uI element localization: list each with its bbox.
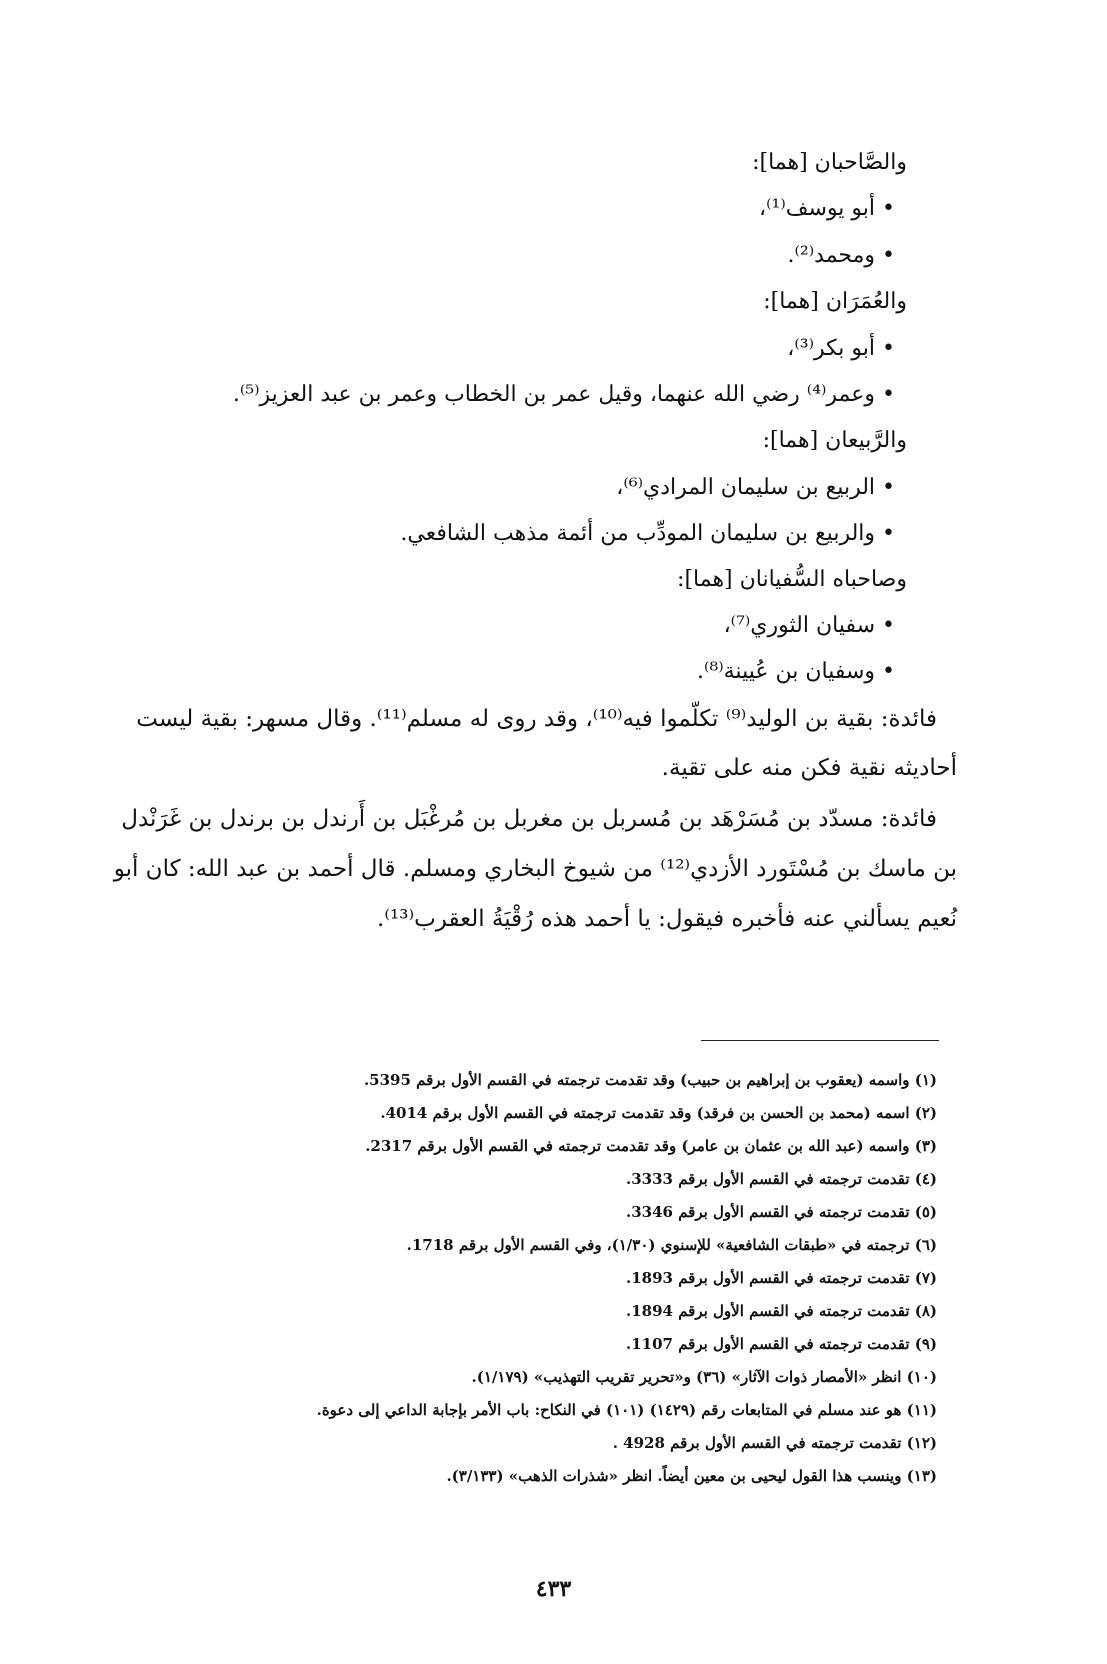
footnote-4: (٤) تقدمت ترجمته في القسم الأول برقم 3333.	[625, 1170, 937, 1188]
heading-umaran: والعُمَرَان [هما]:	[763, 289, 907, 314]
footnote-1: (١) واسمه (يعقوب بن إبراهيم بن حبيب) وقد تقدمت ترجمته في القسم الأول برقم 5395.	[363, 1071, 937, 1089]
list-item-sufyan-uyayna: • وسفيان بن عُيينة⁽⁸⁾.	[697, 659, 895, 684]
list-item-rabi-muaddib: • والربيع بن سليمان المودِّب من أئمة مذهب الشافعي.	[400, 521, 895, 546]
paragraph-fa-ida-1-line-1: فائدة: بقية بن الوليد⁽⁹⁾ تكلّموا فيه⁽¹⁰⁾، وقد روى له مسلم⁽¹¹⁾. وقال مسهر: بقية ليست	[136, 706, 937, 732]
paragraph-fa-ida-2-line-1: فائدة: مسدّد بن مُسَرْهَد بن مُسربل بن مغربل بن مُرغْبَل بن أَرندل بن برندل بن غَرَنْدل	[121, 806, 937, 832]
paragraph-fa-ida-2-line-3: نُعيم يسألني عنه فأخبره فيقول: يا أحمد هذه رُقْيَةُ العقرب⁽¹³⁾.	[377, 906, 957, 932]
footnote-2: (٢) اسمه (محمد بن الحسن بن فرقد) وقد تقدمت ترجمته في القسم الأول برقم 4014.	[380, 1104, 937, 1122]
footnote-12: (١٢) تقدمت ترجمته في القسم الأول برقم 4928 .	[612, 1434, 937, 1452]
footnote-separator	[701, 1040, 939, 1041]
list-item-muhammad: • ومحمد⁽²⁾.	[787, 243, 895, 268]
list-item-umar: • وعمر⁽⁴⁾ رضي الله عنهما، وقيل عمر بن الخطاب وعمر بن عبد العزيز⁽⁵⁾.	[232, 382, 895, 407]
footnote-6: (٦) ترجمته في «طبقات الشافعية» للإسنوي (١/٣٠)، وفي القسم الأول برقم 1718.	[406, 1236, 937, 1254]
footnote-10: (١٠) انظر «الأمصار ذوات الآثار» (٣٦) و«تحرير تقريب التهذيب» (١/١٧٩).	[471, 1368, 937, 1386]
footnote-13: (١٣) وينسب هذا القول ليحيى بن معين أيضاً. انظر «شذرات الذهب» (٣/١٣٣).	[446, 1467, 937, 1485]
paragraph-fa-ida-1-line-2: أحاديثه نقية فكن منه على تقية.	[661, 755, 957, 781]
footnote-7: (٧) تقدمت ترجمته في القسم الأول برقم 1893.	[625, 1269, 937, 1287]
page-number: ٤٣٣	[535, 1576, 572, 1602]
heading-rabian: والرَّبيعان [هما]:	[762, 428, 907, 453]
footnote-9: (٩) تقدمت ترجمته في القسم الأول برقم 1107.	[625, 1335, 937, 1353]
list-item-abu-yusuf: • أبو يوسف⁽¹⁾،	[758, 196, 895, 221]
paragraph-fa-ida-2-line-2: بن ماسك بن مُسْتَورد الأزدي⁽¹²⁾ من شيوخ البخاري ومسلم. قال أحمد بن عبد الله: كان أبو	[113, 856, 957, 882]
footnote-8: (٨) تقدمت ترجمته في القسم الأول برقم 1894.	[625, 1302, 937, 1320]
footnote-5: (٥) تقدمت ترجمته في القسم الأول برقم 3346.	[625, 1203, 937, 1221]
list-item-abu-bakr: • أبو بكر⁽³⁾،	[787, 336, 895, 361]
footnote-3: (٣) واسمه (عبد الله بن عثمان بن عامر) وقد تقدمت ترجمته في القسم الأول برقم 2317.	[365, 1137, 937, 1155]
list-item-rabi-muradi: • الربيع بن سليمان المرادي⁽⁶⁾،	[616, 475, 895, 500]
footnote-11: (١١) هو عند مسلم في المتابعات رقم (١٤٢٩) (١٠١) في النكاح: باب الأمر بإجابة الداعي إلى دعوة.	[316, 1401, 937, 1419]
list-item-sufyan-thawri: • سفيان الثوري⁽⁷⁾،	[723, 613, 895, 638]
heading-sahiban: والصَّاحبان [هما]:	[752, 150, 907, 175]
heading-sufyanan: وصاحباه السُّفيانان [هما]:	[677, 567, 907, 592]
